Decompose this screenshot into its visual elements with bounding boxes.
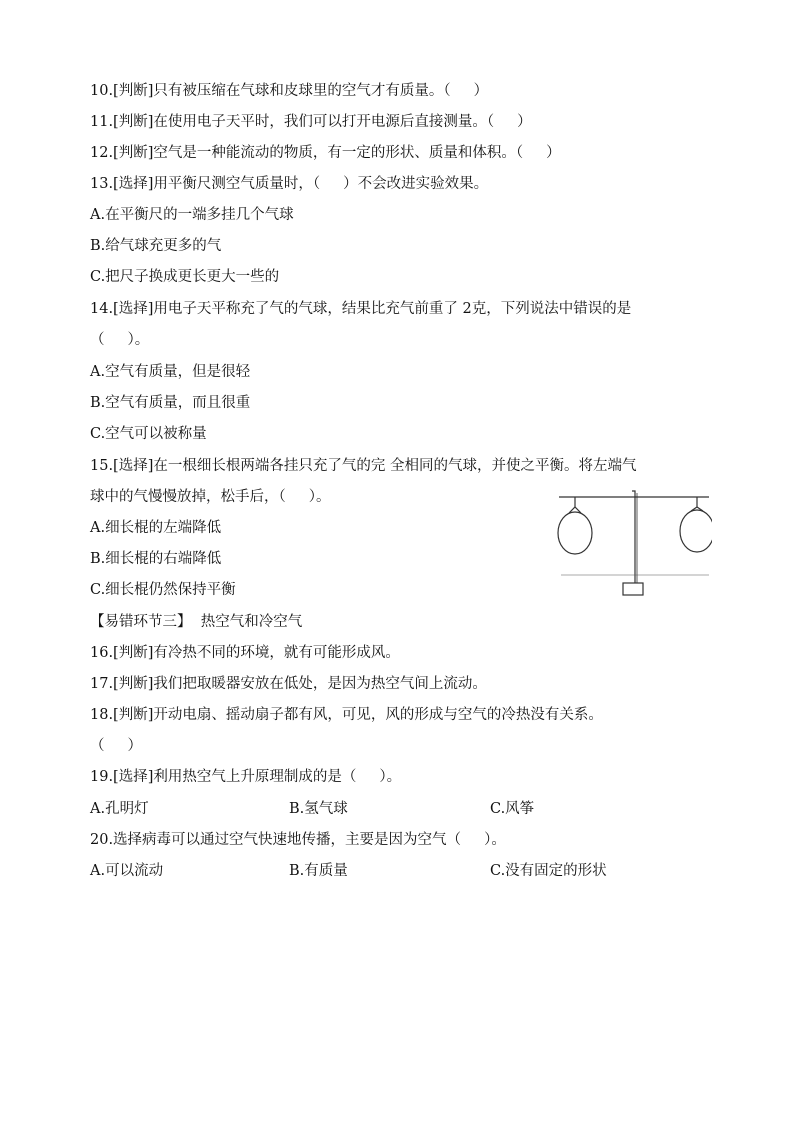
q19-option-b: B.氢气球	[289, 801, 348, 817]
stand-base	[623, 583, 643, 595]
question-15: 15.[选择]在一根细长根两端各挂只充了气的完 全相同的气球，并使之平衡。将左端气	[90, 458, 637, 474]
q20-option-b: B.有质量	[289, 863, 348, 879]
question-18: 18.[判断]开动电扇、摇动扇子都有风，可见，风的形成与空气的冷热没有关系。	[90, 707, 603, 723]
q15-option-c: C.细长棍仍然保持平衡	[90, 582, 236, 598]
question-20: 20.选择病毒可以通过空气快速地传播，主要是因为空气（ ）。	[90, 832, 506, 848]
q15-option-a: A.细长棍的左端降低	[90, 520, 222, 536]
question-15-cont: 球中的气慢慢放掉，松手后，（ ）。	[90, 489, 331, 505]
q14-option-c: C.空气可以被称量	[90, 426, 207, 442]
question-14: 14.[选择]用电子天平称充了气的气球，结果比充气前重了 2克，下列说法中错误的是	[90, 301, 632, 317]
q13-option-a: A.在平衡尺的一端多挂几个气球	[90, 207, 294, 223]
question-11: 11.[判断]在使用电子天平时，我们可以打开电源后直接测量。（ ）	[90, 114, 532, 130]
q14-option-a: A.空气有质量，但是很轻	[90, 364, 251, 380]
question-12: 12.[判断]空气是一种能流动的物质，有一定的形状、质量和体积。（ ）	[90, 145, 561, 161]
q19-option-c: C.风筝	[490, 801, 535, 817]
q13-option-b: B.给气球充更多的气	[90, 238, 222, 254]
section-heading: 【易错环节三】 热空气和冷空气	[90, 614, 303, 630]
question-18-blank: （ ）	[90, 738, 143, 754]
left-balloon	[558, 512, 592, 554]
stand-pole	[632, 491, 635, 583]
question-17: 17.[判断]我们把取暖器安放在低处，是因为热空气间上流动。	[90, 676, 487, 692]
q20-option-c: C.没有固定的形状	[490, 863, 607, 879]
question-10: 10.[判断]只有被压缩在气球和皮球里的空气才有质量。（ ）	[90, 83, 489, 99]
balance-balloon-figure	[557, 485, 712, 597]
q15-option-b: B.细长棍的右端降低	[90, 551, 222, 567]
question-13: 13.[选择]用平衡尺测空气质量时，（ ）不会改进实验效果。	[90, 176, 489, 192]
q14-option-b: B.空气有质量，而且很重	[90, 395, 251, 411]
q20-option-a: A.可以流动	[90, 863, 164, 879]
question-16: 16.[判断]有冷热不同的环境，就有可能形成风。	[90, 645, 400, 661]
question-19: 19.[选择]利用热空气上升原理制成的是（ ）。	[90, 769, 402, 785]
right-balloon	[680, 510, 712, 552]
question-14-blank: （ ）。	[90, 332, 150, 348]
q19-option-a: A.孔明灯	[90, 801, 149, 817]
q13-option-c: C.把尺子换成更长更大一些的	[90, 269, 280, 285]
